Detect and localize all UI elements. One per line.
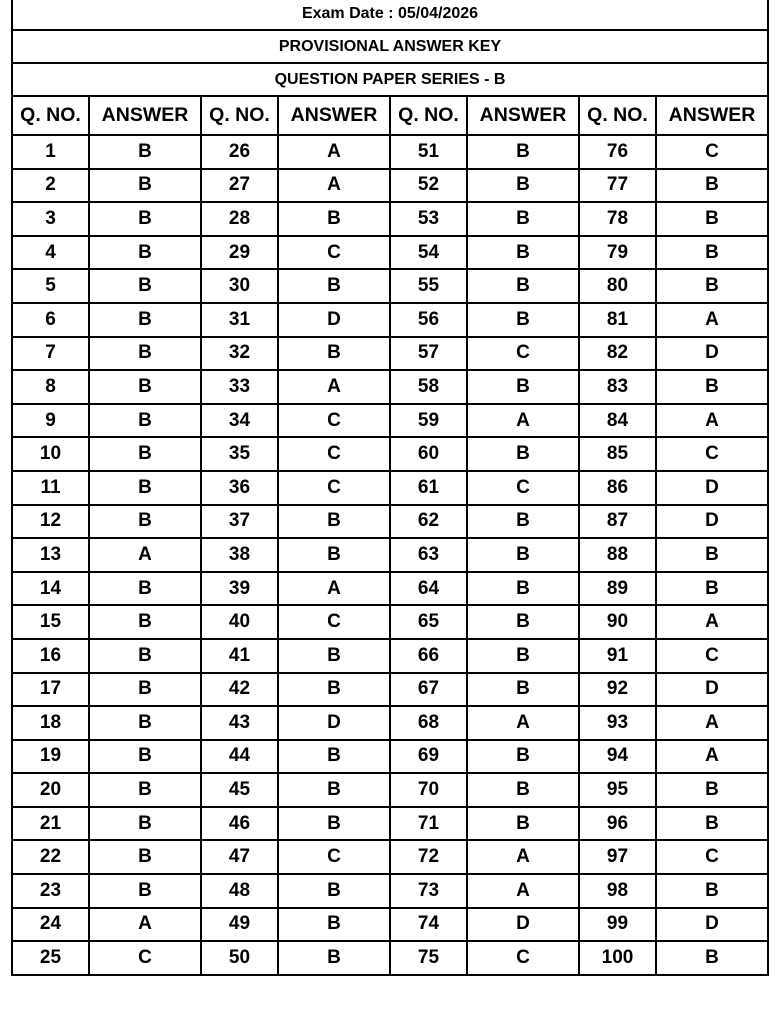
question-number-cell: 31 xyxy=(201,303,278,337)
answer-cell: B xyxy=(467,135,579,169)
question-number-cell: 54 xyxy=(390,236,467,270)
question-number-cell: 49 xyxy=(201,908,278,942)
answer-cell: B xyxy=(656,370,768,404)
question-number-cell: 21 xyxy=(12,807,89,841)
question-number-cell: 71 xyxy=(390,807,467,841)
question-number-cell: 58 xyxy=(390,370,467,404)
question-number-cell: 1 xyxy=(12,135,89,169)
answer-cell: B xyxy=(656,538,768,572)
answer-cell: B xyxy=(89,740,201,774)
answer-cell: A xyxy=(278,169,390,203)
question-number-cell: 75 xyxy=(390,941,467,975)
question-number-cell: 42 xyxy=(201,673,278,707)
question-number-cell: 15 xyxy=(12,605,89,639)
question-number-cell: 98 xyxy=(579,874,656,908)
question-number-cell: 18 xyxy=(12,706,89,740)
table-row xyxy=(12,740,768,774)
answer-cell: B xyxy=(89,706,201,740)
question-number-cell: 19 xyxy=(12,740,89,774)
table-row xyxy=(12,471,768,505)
question-number-cell: 34 xyxy=(201,404,278,438)
answer-cell: B xyxy=(89,337,201,371)
answer-cell: B xyxy=(656,202,768,236)
question-number-cell: 60 xyxy=(390,437,467,471)
answer-cell: B xyxy=(278,807,390,841)
question-number-cell: 91 xyxy=(579,639,656,673)
table-row xyxy=(12,639,768,673)
table-row xyxy=(12,605,768,639)
question-number-cell: 99 xyxy=(579,908,656,942)
answer-cell: A xyxy=(467,840,579,874)
question-number-cell: 6 xyxy=(12,303,89,337)
question-number-cell: 63 xyxy=(390,538,467,572)
column-header-answer: ANSWER xyxy=(467,96,579,135)
question-number-cell: 56 xyxy=(390,303,467,337)
answer-cell: D xyxy=(278,706,390,740)
question-number-cell: 85 xyxy=(579,437,656,471)
question-number-cell: 68 xyxy=(390,706,467,740)
answer-cell: B xyxy=(467,437,579,471)
answer-cell: C xyxy=(656,135,768,169)
question-number-cell: 74 xyxy=(390,908,467,942)
answer-cell: A xyxy=(278,572,390,606)
answer-cell: B xyxy=(467,807,579,841)
question-number-cell: 23 xyxy=(12,874,89,908)
answer-cell: B xyxy=(278,505,390,539)
answer-cell: C xyxy=(278,437,390,471)
answer-cell: C xyxy=(467,471,579,505)
question-number-cell: 20 xyxy=(12,773,89,807)
question-number-cell: 92 xyxy=(579,673,656,707)
answer-cell: A xyxy=(656,706,768,740)
column-header-answer: ANSWER xyxy=(89,96,201,135)
table-row xyxy=(12,337,768,371)
answer-cell: B xyxy=(656,236,768,270)
answer-cell: B xyxy=(89,673,201,707)
question-number-cell: 76 xyxy=(579,135,656,169)
column-header-answer: ANSWER xyxy=(278,96,390,135)
answer-rows xyxy=(12,135,768,975)
answer-cell: C xyxy=(656,639,768,673)
answer-cell: B xyxy=(467,505,579,539)
question-number-cell: 97 xyxy=(579,840,656,874)
answer-cell: A xyxy=(89,538,201,572)
question-number-cell: 55 xyxy=(390,269,467,303)
answer-cell: C xyxy=(278,471,390,505)
answer-cell: C xyxy=(656,840,768,874)
answer-cell: B xyxy=(467,236,579,270)
question-number-cell: 57 xyxy=(390,337,467,371)
answer-cell: B xyxy=(467,538,579,572)
question-number-cell: 39 xyxy=(201,572,278,606)
answer-cell: B xyxy=(89,471,201,505)
question-number-cell: 7 xyxy=(12,337,89,371)
question-number-cell: 61 xyxy=(390,471,467,505)
question-number-cell: 37 xyxy=(201,505,278,539)
answer-cell: C xyxy=(278,236,390,270)
table-row xyxy=(12,673,768,707)
answer-cell: A xyxy=(467,404,579,438)
answer-cell: A xyxy=(89,908,201,942)
answer-cell: B xyxy=(467,605,579,639)
question-number-cell: 17 xyxy=(12,673,89,707)
table-row xyxy=(12,269,768,303)
answer-cell: A xyxy=(656,303,768,337)
answer-cell: B xyxy=(89,807,201,841)
question-number-cell: 3 xyxy=(12,202,89,236)
answer-cell: B xyxy=(89,135,201,169)
document-title: PROVISIONAL ANSWER KEY xyxy=(12,30,768,63)
answer-cell: B xyxy=(656,269,768,303)
question-number-cell: 48 xyxy=(201,874,278,908)
table-row xyxy=(12,773,768,807)
answer-cell: C xyxy=(278,605,390,639)
answer-cell: B xyxy=(278,269,390,303)
answer-cell: B xyxy=(467,572,579,606)
answer-cell: B xyxy=(89,572,201,606)
question-number-cell: 14 xyxy=(12,572,89,606)
question-number-cell: 88 xyxy=(579,538,656,572)
answer-cell: D xyxy=(656,471,768,505)
answer-cell: B xyxy=(278,202,390,236)
answer-cell: B xyxy=(89,370,201,404)
answer-cell: B xyxy=(89,874,201,908)
answer-cell: B xyxy=(278,740,390,774)
answer-cell: D xyxy=(656,337,768,371)
question-number-cell: 25 xyxy=(12,941,89,975)
answer-cell: B xyxy=(467,202,579,236)
answer-cell: B xyxy=(89,773,201,807)
answer-cell: B xyxy=(467,370,579,404)
question-number-cell: 11 xyxy=(12,471,89,505)
answer-cell: B xyxy=(89,639,201,673)
question-number-cell: 51 xyxy=(390,135,467,169)
answer-cell: B xyxy=(278,538,390,572)
question-number-cell: 28 xyxy=(201,202,278,236)
question-number-cell: 96 xyxy=(579,807,656,841)
table-row xyxy=(12,538,768,572)
answer-cell: B xyxy=(89,303,201,337)
table-row xyxy=(12,437,768,471)
answer-cell: B xyxy=(89,505,201,539)
answer-cell: B xyxy=(89,236,201,270)
answer-cell: B xyxy=(467,303,579,337)
answer-cell: B xyxy=(89,605,201,639)
question-number-cell: 22 xyxy=(12,840,89,874)
answer-cell: B xyxy=(467,169,579,203)
answer-cell: B xyxy=(656,874,768,908)
answer-cell: B xyxy=(278,639,390,673)
table-row xyxy=(12,236,768,270)
answer-cell: B xyxy=(89,840,201,874)
exam-date: Exam Date : 05/04/2026 xyxy=(12,0,768,30)
answer-cell: B xyxy=(467,740,579,774)
question-number-cell: 93 xyxy=(579,706,656,740)
table-row xyxy=(12,874,768,908)
question-number-cell: 43 xyxy=(201,706,278,740)
answer-cell: A xyxy=(467,874,579,908)
question-number-cell: 32 xyxy=(201,337,278,371)
answer-cell: C xyxy=(89,941,201,975)
question-number-cell: 67 xyxy=(390,673,467,707)
question-number-cell: 79 xyxy=(579,236,656,270)
question-number-cell: 78 xyxy=(579,202,656,236)
question-number-cell: 24 xyxy=(12,908,89,942)
answer-cell: A xyxy=(656,605,768,639)
answer-cell: C xyxy=(656,437,768,471)
table-row xyxy=(12,807,768,841)
question-number-cell: 10 xyxy=(12,437,89,471)
question-number-cell: 30 xyxy=(201,269,278,303)
answer-cell: B xyxy=(89,169,201,203)
column-header-row xyxy=(12,96,768,135)
answer-cell: B xyxy=(278,874,390,908)
answer-cell: B xyxy=(278,773,390,807)
answer-cell: B xyxy=(656,572,768,606)
question-number-cell: 46 xyxy=(201,807,278,841)
answer-cell: A xyxy=(656,404,768,438)
answer-cell: B xyxy=(467,269,579,303)
answer-cell: C xyxy=(467,941,579,975)
question-number-cell: 47 xyxy=(201,840,278,874)
answer-cell: A xyxy=(467,706,579,740)
table-row xyxy=(12,941,768,975)
table-row xyxy=(12,840,768,874)
table-row xyxy=(12,908,768,942)
answer-cell: D xyxy=(656,505,768,539)
question-paper-series: QUESTION PAPER SERIES - B xyxy=(12,63,768,96)
question-number-cell: 12 xyxy=(12,505,89,539)
answer-cell: B xyxy=(656,941,768,975)
table-row xyxy=(12,303,768,337)
question-number-cell: 27 xyxy=(201,169,278,203)
question-number-cell: 9 xyxy=(12,404,89,438)
question-number-cell: 100 xyxy=(579,941,656,975)
table-row xyxy=(12,706,768,740)
question-number-cell: 52 xyxy=(390,169,467,203)
answer-cell: C xyxy=(278,840,390,874)
question-number-cell: 87 xyxy=(579,505,656,539)
column-header-qno: Q. NO. xyxy=(579,96,656,135)
table-row xyxy=(12,169,768,203)
answer-cell: B xyxy=(89,269,201,303)
table-row xyxy=(12,370,768,404)
table-row xyxy=(12,572,768,606)
column-header-qno: Q. NO. xyxy=(201,96,278,135)
question-number-cell: 81 xyxy=(579,303,656,337)
question-number-cell: 26 xyxy=(201,135,278,169)
answer-cell: B xyxy=(278,941,390,975)
question-number-cell: 13 xyxy=(12,538,89,572)
answer-cell: B xyxy=(89,202,201,236)
column-header-qno: Q. NO. xyxy=(12,96,89,135)
question-number-cell: 36 xyxy=(201,471,278,505)
answer-cell: B xyxy=(656,773,768,807)
answer-cell: D xyxy=(467,908,579,942)
question-number-cell: 4 xyxy=(12,236,89,270)
question-number-cell: 38 xyxy=(201,538,278,572)
question-number-cell: 59 xyxy=(390,404,467,438)
question-number-cell: 65 xyxy=(390,605,467,639)
answer-cell: C xyxy=(467,337,579,371)
answer-key-sheet xyxy=(11,0,766,976)
question-number-cell: 33 xyxy=(201,370,278,404)
question-number-cell: 90 xyxy=(579,605,656,639)
answer-cell: D xyxy=(656,908,768,942)
answer-cell: B xyxy=(467,773,579,807)
answer-cell: A xyxy=(656,740,768,774)
question-number-cell: 44 xyxy=(201,740,278,774)
answer-key-table xyxy=(11,0,769,976)
answer-cell: A xyxy=(278,135,390,169)
question-number-cell: 2 xyxy=(12,169,89,203)
answer-cell: B xyxy=(656,169,768,203)
question-number-cell: 5 xyxy=(12,269,89,303)
question-number-cell: 80 xyxy=(579,269,656,303)
answer-cell: C xyxy=(278,404,390,438)
question-number-cell: 94 xyxy=(579,740,656,774)
question-number-cell: 73 xyxy=(390,874,467,908)
answer-cell: B xyxy=(656,807,768,841)
answer-cell: D xyxy=(278,303,390,337)
answer-cell: B xyxy=(89,437,201,471)
table-row xyxy=(12,202,768,236)
question-number-cell: 62 xyxy=(390,505,467,539)
question-number-cell: 83 xyxy=(579,370,656,404)
question-number-cell: 29 xyxy=(201,236,278,270)
question-number-cell: 95 xyxy=(579,773,656,807)
column-header-answer: ANSWER xyxy=(656,96,768,135)
answer-cell: A xyxy=(278,370,390,404)
question-number-cell: 66 xyxy=(390,639,467,673)
question-number-cell: 50 xyxy=(201,941,278,975)
question-number-cell: 72 xyxy=(390,840,467,874)
question-number-cell: 86 xyxy=(579,471,656,505)
answer-cell: B xyxy=(278,337,390,371)
question-number-cell: 41 xyxy=(201,639,278,673)
question-number-cell: 53 xyxy=(390,202,467,236)
answer-cell: B xyxy=(278,673,390,707)
table-row xyxy=(12,505,768,539)
question-number-cell: 69 xyxy=(390,740,467,774)
answer-cell: B xyxy=(467,639,579,673)
question-number-cell: 40 xyxy=(201,605,278,639)
question-number-cell: 89 xyxy=(579,572,656,606)
question-number-cell: 77 xyxy=(579,169,656,203)
question-number-cell: 82 xyxy=(579,337,656,371)
answer-cell: B xyxy=(278,908,390,942)
question-number-cell: 64 xyxy=(390,572,467,606)
question-number-cell: 70 xyxy=(390,773,467,807)
table-row xyxy=(12,404,768,438)
column-header-qno: Q. NO. xyxy=(390,96,467,135)
question-number-cell: 16 xyxy=(12,639,89,673)
answer-cell: D xyxy=(656,673,768,707)
table-row xyxy=(12,135,768,169)
question-number-cell: 8 xyxy=(12,370,89,404)
answer-cell: B xyxy=(467,673,579,707)
question-number-cell: 45 xyxy=(201,773,278,807)
question-number-cell: 35 xyxy=(201,437,278,471)
question-number-cell: 84 xyxy=(579,404,656,438)
answer-cell: B xyxy=(89,404,201,438)
